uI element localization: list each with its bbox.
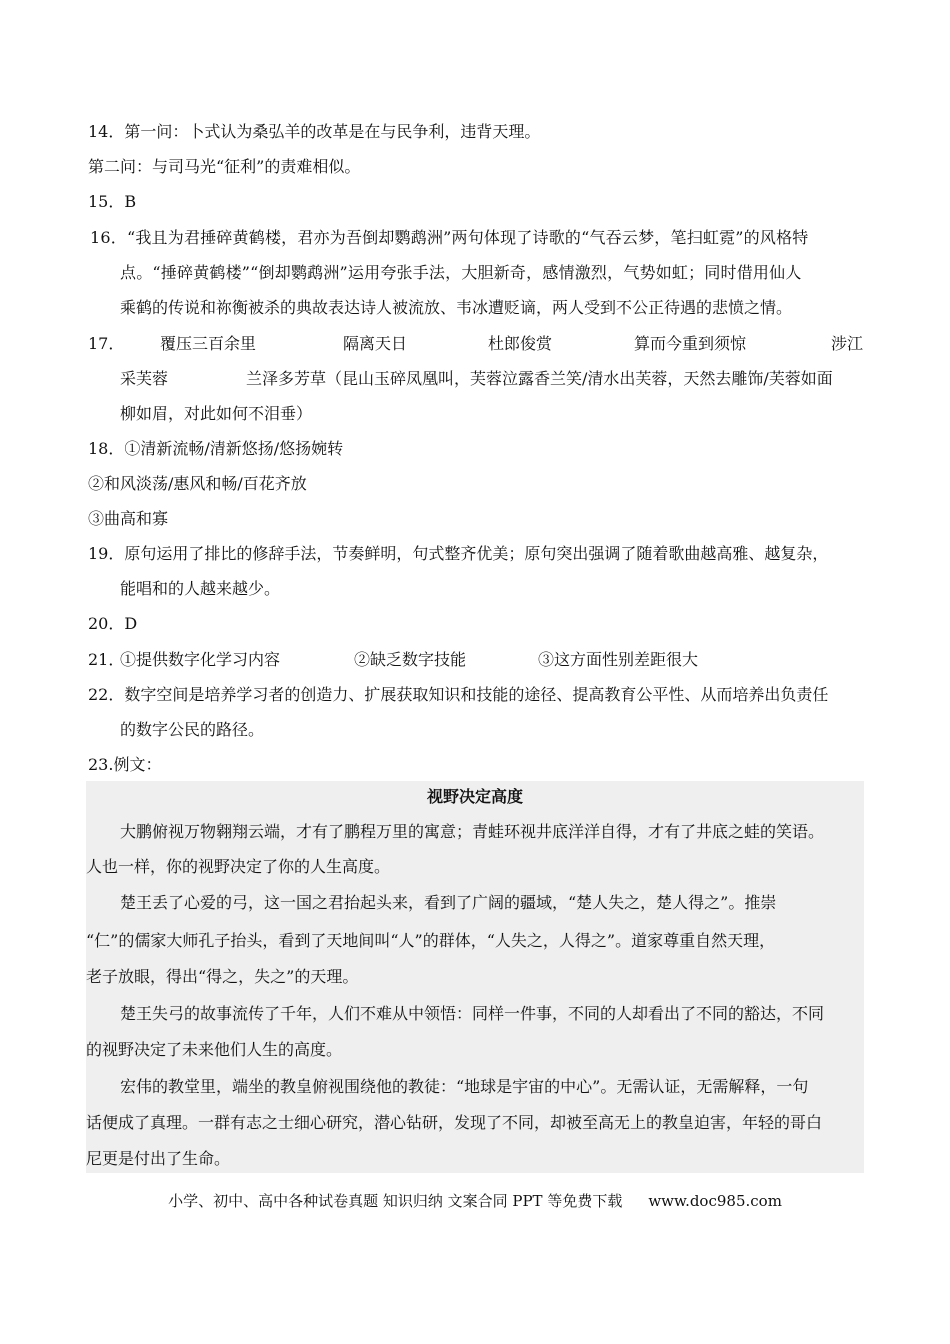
answer-16-line3: 乘鹤的传说和祢衡被杀的典故表达诗人被流放、韦冰遭贬谪，两人受到不公正待遇的悲愤之情。 [120,298,793,317]
footer-url[interactable]: www.doc985.com [648,1192,782,1210]
answer-21-number: 21． [88,650,125,669]
answer-23-label: 23.例文： [88,755,162,774]
answer-17-blank4: 算而今重到须惊 [634,334,747,353]
answer-14-part2: 第二问：与司马光“征利”的责难相似。 [88,157,361,176]
answer-17-blank5: 涉江 [831,334,864,353]
essay-line: “仁”的儒家大师孔子抬头，看到了天地间叫“人”的群体，“人失之，人得之”。道家尊重自然天理， [86,931,776,950]
answer-19-line1: 19．原句运用了排比的修辞手法，节奏鲜明，句式整齐优美；原句突出强调了随着歌曲越高雅、越复杂， [88,544,829,563]
answer-21 [88,649,788,671]
answer-22-line2: 的数字公民的路径。 [120,720,265,739]
essay-title: 视野决定高度 [426,787,523,806]
page-footer [0,1191,950,1211]
answer-20: 20．D [88,614,138,633]
answer-21-item1: ①提供数字化学习内容 [120,650,281,669]
answer-16-line2: 点。“捶碎黄鹤楼”“倒却鹦鹉洲”运用夸张手法，大胆新奇，感情激烈，气势如虹；同时借用仙人 [120,263,802,282]
essay-line: 宏伟的教堂里，端坐的教皇俯视围绕他的教徒：“地球是宇宙的中心”。无需认证，无需解释，一句 [120,1077,809,1096]
answer-19-line2: 能唱和的人越来越少。 [120,579,281,598]
answer-22-line1: 22．数字空间是培养学习者的创造力、扩展获取知识和技能的途径、提高教育公平性、从而培养出负责任 [88,685,829,704]
answer-17-number: 17． [88,334,125,353]
answer-17-blank1: 覆压三百余里 [160,334,257,353]
answer-14-part1: 14．第一问：卜式认为桑弘羊的改革是在与民争利，违背天理。 [88,122,541,141]
essay-line: 尼更是付出了生命。 [86,1149,231,1168]
footer-text: 小学、初中、高中各种试卷真题 知识归纳 文案合同 PPT 等免费下载 [168,1192,623,1210]
essay-line: 楚王丢了心爱的弓，这一国之君抬起头来，看到了广阔的疆域，“楚人失之，楚人得之”。推崇 [120,893,777,912]
essay-line: 话便成了真理。一群有志之士细心研究，潜心钻研，发现了不同，却被至高无上的教皇迫害，年轻的哥白 [86,1113,823,1132]
answer-21-item3: ③这方面性别差距很大 [538,650,699,669]
answer-16-line1: 16．“我且为君捶碎黄鹤楼，君亦为吾倒却鹦鹉洲”两句体现了诗歌的“气吞云梦，笔扫虹霓”的风格特 [90,228,809,247]
essay-line: 老子放眼，得出“得之，失之”的天理。 [86,967,359,986]
answer-17-blank2: 隔离天日 [343,334,408,353]
answer-17-blank6: 兰泽多芳草（昆山玉碎凤凰叫，芙蓉泣露香兰笑/清水出芙蓉，天然去雕饰/芙蓉如面 [246,369,833,388]
answer-21-item2: ②缺乏数字技能 [354,650,467,669]
answer-17-blank5-cont: 采芙蓉 [120,369,169,388]
essay-line: 大鹏俯视万物翱翔云端，才有了鹏程万里的寓意；青蛙环视井底洋洋自得，才有了井底之蛙的笑语。 [120,822,825,841]
essay-line: 人也一样，你的视野决定了你的人生高度。 [86,857,391,876]
answer-15: 15．B [88,192,137,211]
answer-17-line1 [88,333,868,355]
answer-18-part1: 18．①清新流畅/清新悠扬/悠扬婉转 [88,439,344,458]
answer-18-part3: ③曲高和寡 [88,509,169,528]
answer-18-part2: ②和风淡荡/惠风和畅/百花齐放 [88,474,307,493]
essay-line: 的视野决定了未来他们人生的高度。 [86,1040,343,1059]
answer-17-line2 [120,368,868,390]
essay-line: 楚王失弓的故事流传了千年，人们不难从中领悟：同样一件事，不同的人却看出了不同的豁达，不同 [120,1004,825,1023]
answer-17-blank3: 杜郎俊赏 [488,334,553,353]
answer-17-line3: 柳如眉，对此如何不泪垂） [120,404,313,423]
